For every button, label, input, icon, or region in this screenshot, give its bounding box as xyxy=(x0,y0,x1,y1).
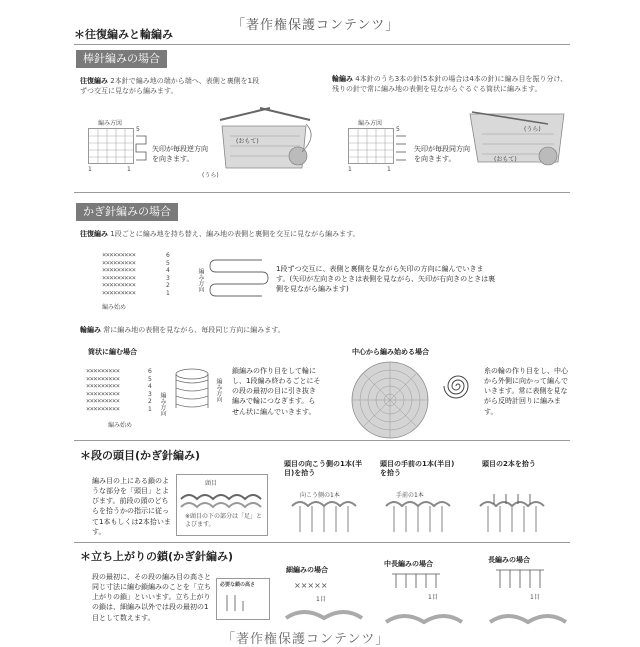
knit-flat-illustration xyxy=(210,106,320,186)
option-title: 頭目の2本を拾う xyxy=(482,460,536,468)
front-label: (おもて) xyxy=(494,156,517,163)
case-one: 1目 xyxy=(316,596,326,603)
option-diagram xyxy=(478,494,558,534)
option-tag: 向こう側の1本 xyxy=(300,492,340,499)
crochet-flat-label: 往復編み xyxy=(80,230,108,238)
case-title: 中長編みの場合 xyxy=(384,560,433,568)
section1-title: ＊往復編みと輪編み xyxy=(74,28,173,41)
crochet-round-text: 常に編み地の表側を見ながら、毎段同じ方向に編みます。 xyxy=(103,326,285,334)
direction-label: 編み方向 xyxy=(159,392,166,416)
grid-lines xyxy=(349,129,393,163)
option-diagram xyxy=(290,494,370,534)
front-label: (おもて) xyxy=(236,138,259,145)
section3-title: ＊段の頭目(かぎ針編み) xyxy=(80,449,201,462)
flat-direction-arrows xyxy=(210,256,270,300)
head-diagram xyxy=(176,474,268,536)
direction-label: 編み方向 xyxy=(197,268,204,292)
row-first: 1 xyxy=(387,166,391,173)
start-label: 編み始め xyxy=(108,422,133,429)
divider xyxy=(74,192,570,193)
row-number: 3 xyxy=(166,274,170,282)
option-tag: 手前の1本 xyxy=(396,492,424,499)
section4-title: ＊立ち上がりの鎖(かぎ針編み) xyxy=(80,550,234,563)
crochet-tube-chart: ××××××××× ××××××××× ××××××××× ××××××××× ××××××××× ××××××××× xyxy=(86,367,120,413)
case-title: 長編みの場合 xyxy=(488,556,530,564)
divider xyxy=(74,44,570,45)
foot-note: ※頭目の下の部分は「足」とよびます。 xyxy=(185,513,263,529)
row-numbers xyxy=(166,252,170,298)
row-number: 1 xyxy=(166,289,170,297)
head-desc: 編み目の上にある鎖のような部分を「頭目」とよびます。前段の頭のどちらを拾うかの指示に従って1本もしくは2本拾います。 xyxy=(92,477,171,536)
svg-text:×××××: ××××× xyxy=(294,581,328,590)
tube-illustration xyxy=(172,368,212,414)
start-label: 編み始め xyxy=(102,304,127,311)
col-right: 5 xyxy=(136,126,140,133)
option-title: 頭目の向こう側の1本(半目)を拾う xyxy=(284,460,363,478)
option-diagram xyxy=(384,494,464,534)
col-left: 1 xyxy=(348,166,352,173)
knit-flat-desc xyxy=(80,76,260,96)
back-label: (うら) xyxy=(524,126,541,133)
watermark-bottom: 「著作権保護コンテンツ」 xyxy=(222,632,390,647)
case-diagram xyxy=(284,578,364,628)
row-number: 6 xyxy=(148,368,152,375)
row-number: 6 xyxy=(166,252,170,259)
row-number: 2 xyxy=(148,398,152,406)
spiral-icon xyxy=(438,368,474,404)
height-label: 必要な鎖の高さ xyxy=(220,582,256,588)
divider xyxy=(74,542,570,543)
crochet-round-desc xyxy=(80,325,560,335)
knit-flat-chart xyxy=(88,128,134,164)
knit-round-label: 輪編み xyxy=(332,75,353,83)
chain-desc: 段の最初に、その段の編み目の高さと同じ寸法に編む鎖編みのことを「立ち上がりの鎖」といいます。立ち上がりの鎖は、細編み以外では段の最初の1目として数えます。 xyxy=(92,573,211,622)
option-title: 頭目の手前の1本(半目)を拾う xyxy=(380,460,455,478)
case-diagram xyxy=(384,570,464,630)
divider xyxy=(74,440,570,441)
head-label: 頭目 xyxy=(205,480,218,487)
knitting-bar: 棒針編みの場合 xyxy=(76,50,167,68)
case-one: 1目 xyxy=(530,594,540,601)
row-numbers xyxy=(148,368,152,414)
crochet-flat-desc xyxy=(80,229,560,239)
crochet-flat-text: 1段ごとに編み地を持ち替え、編み地の表側と裏側を交互に見ながら編みます。 xyxy=(110,230,360,238)
row-number: 2 xyxy=(166,282,170,290)
knit-round-chart xyxy=(348,128,394,164)
head-stitches xyxy=(177,485,267,515)
knit-flat-text: 2本針で編み地の端から端へ、表側と裏側を1段ずつ交互に見ながら編みます。 xyxy=(80,77,260,96)
grid-lines xyxy=(89,129,133,163)
crochet-flat-chart: ××××××××× ××××××××× ××××××××× ××××××××× ××××××××× ××××××××× xyxy=(102,251,136,297)
zigzag-arrow xyxy=(134,128,154,168)
knit-flat-label: 往復編み xyxy=(80,77,108,85)
case-diagram xyxy=(488,566,568,626)
knit-flat-arrow-note: 矢印が毎段逆方向を向きます。 xyxy=(152,145,208,164)
tube-title: 筒状に編む場合 xyxy=(88,348,137,356)
height-diagram xyxy=(216,578,270,620)
knit-round-arrow-note: 矢印が毎段同方向を向きます。 xyxy=(414,145,470,164)
back-label: (うら) xyxy=(202,172,219,179)
col-left: 1 xyxy=(88,166,92,173)
knit-round-text: 4本針のうち3本の針(5本針の場合は4本の針)に編み目を振り分け、残りの針で常に編み地の表側を見ながらぐるぐる筒状に編みます。 xyxy=(332,75,568,94)
row-number: 5 xyxy=(166,259,170,267)
chart-label: 編み方図 xyxy=(98,120,123,127)
same-direction-arrows xyxy=(394,128,410,168)
chart-label: 編み方図 xyxy=(358,120,383,127)
row-number: 1 xyxy=(148,405,152,413)
height-stitch xyxy=(225,593,265,613)
case-title: 細編みの場合 xyxy=(286,566,328,574)
row-first: 1 xyxy=(127,166,131,173)
center-note: 糸の輪の作り目をし、中心から外側に向かって編んでいきます。常に表側を見ながら反時計回りに編みます。 xyxy=(484,367,568,416)
knit-round-illustration xyxy=(468,106,578,186)
direction-label: 編み方向 xyxy=(215,378,222,402)
center-title: 中心から編み始める場合 xyxy=(352,348,429,356)
crochet-round-label: 輪編み xyxy=(80,326,101,334)
center-chart xyxy=(350,360,430,440)
row-number: 4 xyxy=(148,383,152,391)
case-one: 1目 xyxy=(428,594,438,601)
watermark-top: 「著作権保護コンテンツ」 xyxy=(232,18,400,33)
row-number: 4 xyxy=(166,267,170,275)
tube-note: 鎖編みの作り目をして輪にし、1段編み終わるごとにその段の最初の目に引き抜き編みで輪につなぎます。らせん状に編んでいきます。 xyxy=(232,367,321,416)
col-right: 5 xyxy=(396,126,400,133)
row-number: 3 xyxy=(148,390,152,398)
knit-round-desc xyxy=(332,74,572,94)
crochet-bar: かぎ針編みの場合 xyxy=(76,203,178,221)
crochet-flat-note: 1段ずつ交互に、表側と裏側を見ながら矢印の方向に編んでいきます。(矢印が左向きのときは表側を見ながら、矢印が右向きのときは裏側を見ながら編みます) xyxy=(276,265,496,294)
row-number: 5 xyxy=(148,375,152,383)
